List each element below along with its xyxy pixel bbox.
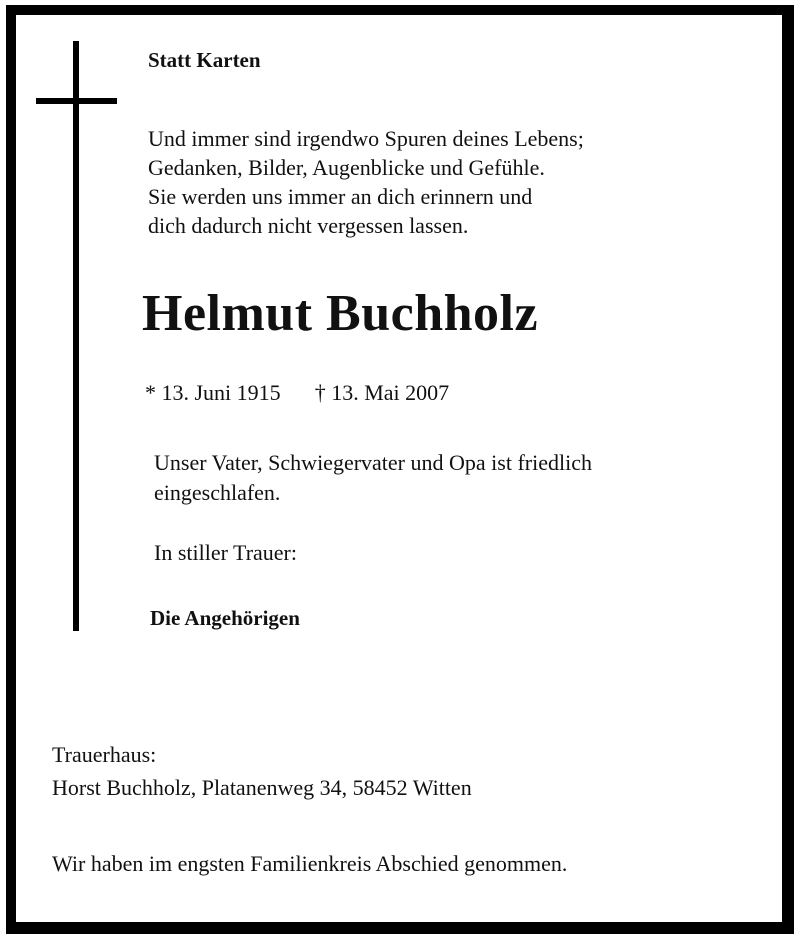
mourning-house-label: Trauerhaus: [52,742,157,767]
signature: Die Angehörigen [150,606,300,630]
closing-line: Wir haben im engsten Familienkreis Abschied genommen. [52,851,568,876]
poem-line: dich dadurch nicht vergessen lassen. [148,213,469,238]
poem-line: Gedanken, Bilder, Augenblicke und Gefühle. [148,155,545,180]
cross-horizontal-bar [36,98,117,104]
header-note: Statt Karten [148,48,261,72]
death-date: † 13. Mai 2007 [314,380,450,405]
mourning-line: In stiller Trauer: [154,540,297,565]
deceased-name: Helmut Buchholz [142,285,539,342]
mourning-house-address: Horst Buchholz, Platanenweg 34, 58452 Witten [52,775,472,800]
memorial-poem [148,124,584,240]
cross-vertical-bar [73,41,79,631]
message-line: eingeschlafen. [154,480,281,505]
life-dates [145,378,449,408]
poem-line: Und immer sind irgendwo Spuren deines Lebens; [148,126,584,151]
poem-line: Sie werden uns immer an dich erinnern und [148,184,533,209]
birth-date: * 13. Juni 1915 [145,380,281,405]
family-message [154,448,592,508]
message-line: Unser Vater, Schwiegervater und Opa ist friedlich [154,450,592,475]
